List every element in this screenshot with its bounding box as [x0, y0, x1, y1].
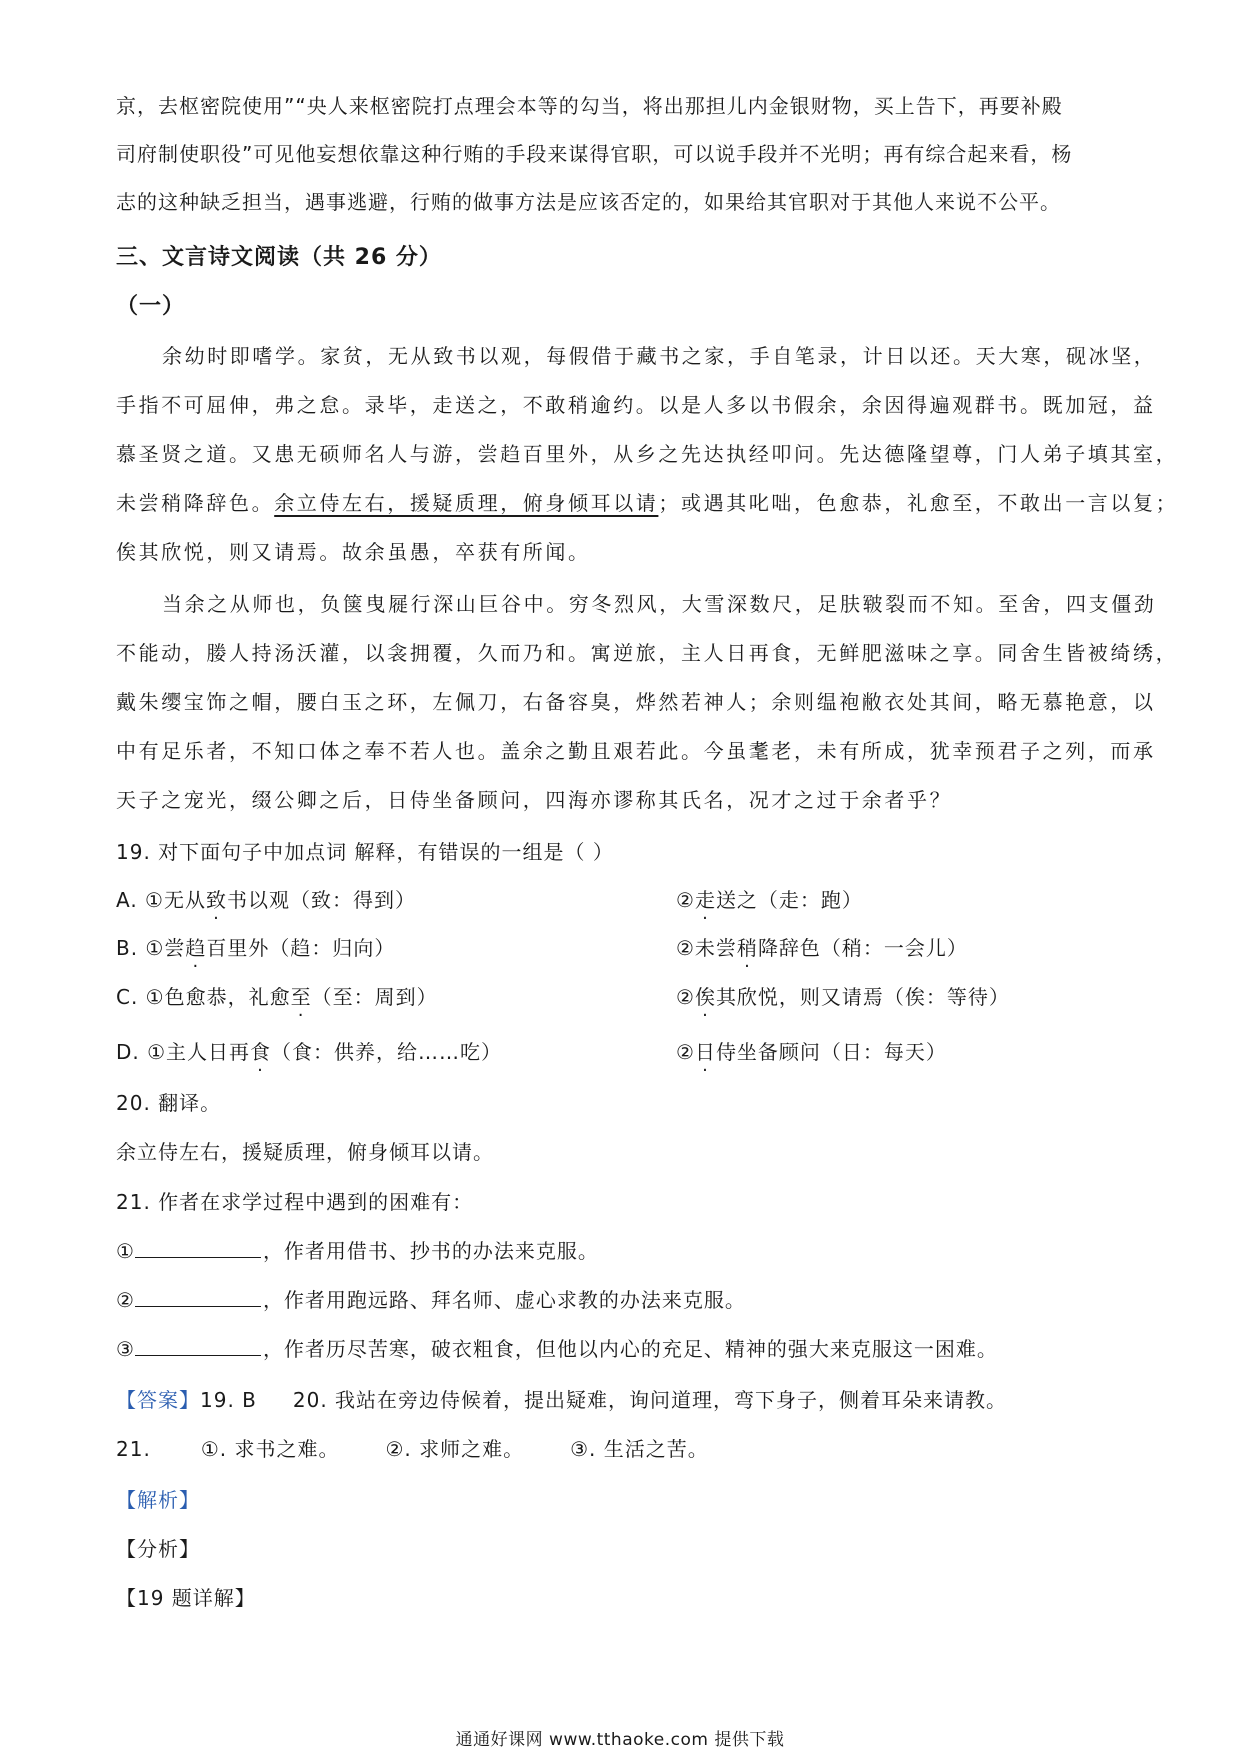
- option-text: ②: [676, 888, 695, 912]
- fenxi-tag: 【分析】: [116, 1537, 200, 1561]
- option-text: （食：供养，给……吃）: [271, 1040, 503, 1064]
- option-text: 降辞色（稍：一会儿）: [757, 936, 968, 960]
- analysis-tag: 【解析】: [116, 1488, 200, 1512]
- dotted-word: 走: [694, 888, 716, 912]
- passage-line: 慕圣贤之道。又患无硕师名人与游，尝趋百里外，从乡之先达执经叩问。先达德隆望尊，门人弟子填其室，: [116, 442, 1179, 466]
- passage-line: 俟其欣悦，则又请焉。故余虽愚，卒获有所闻。: [116, 540, 591, 564]
- answer-20: 20. 我站在旁边侍候着，提出疑难，询问道理，弯下身子，侧着耳朵来请教。: [292, 1388, 1008, 1412]
- passage-line: 中有足乐者，不知口体之奉不若人也。盖余之勤且艰若此。今虽耄老，未有所成，犹幸预君子之列，而承: [116, 739, 1156, 763]
- answer-blank[interactable]: [135, 1288, 261, 1307]
- option-b-2: [676, 934, 968, 962]
- option-b: [116, 934, 1126, 962]
- option-c: [116, 983, 1126, 1011]
- answer-blank[interactable]: [135, 1337, 261, 1356]
- passage-line: 戴朱缨宝饰之帽，腰白玉之环，左佩刀，右备容臭，烨然若神人；余则缊袍敝衣处其间，略无慕艳意，以: [116, 690, 1156, 714]
- option-text: A. ①无从: [116, 888, 206, 912]
- option-text: （至：周到）: [311, 985, 438, 1009]
- option-text: C. ①色愈恭，礼愈: [116, 985, 291, 1009]
- option-a: [116, 886, 1126, 914]
- option-text: B. ①尝: [116, 936, 186, 960]
- question-19-stem: 19. 对下面句子中加点词 解释，有错误的一组是（ ）: [116, 840, 614, 864]
- question-20-stem: 20. 翻译。: [116, 1091, 222, 1115]
- option-text: 书以观（致：得到）: [226, 888, 416, 912]
- passage-line: 手指不可屈伸，弗之怠。录毕，走送之，不敢稍逾约。以是人多以书假余，余因得遍观群书。既加冠，益: [116, 393, 1156, 417]
- question-21-item: [116, 1335, 1126, 1363]
- question-21-item: [116, 1286, 1126, 1314]
- passage-line: 不能动，媵人持汤沃灌，以衾拥覆，久而乃和。寓逆旅，主人日再食，无鲜肥滋味之享。同舍生皆被绮绣，: [116, 641, 1179, 665]
- answer-21-item: ②. 求师之难。: [385, 1437, 525, 1461]
- item-text: ，作者用跑远路、拜名师、虚心求教的办法来克服。: [262, 1288, 746, 1312]
- dotted-word: 食: [250, 1040, 272, 1064]
- body-line: 司府制使职役”可见他妄想依靠这种行贿的手段来谋得官职，可以说手段并不光明；再有综合起来看，杨: [116, 142, 1073, 166]
- section-title: 三、文言诗文阅读（共 26 分）: [116, 245, 442, 270]
- answer-21-item: ①. 求书之难。: [200, 1437, 340, 1461]
- answer-19: 19. B: [200, 1388, 257, 1412]
- footer-text: 通通好课网 www.tthaoke.com 提供下载: [455, 1730, 785, 1750]
- option-text: 侍坐备顾问（日：每天）: [715, 1040, 947, 1064]
- option-text: 百里外（趋：归向）: [206, 936, 396, 960]
- passage-line: 天子之宠光，缀公卿之后，日侍坐备顾问，四海亦谬称其氏名，况才之过于余者乎？: [116, 788, 953, 812]
- option-a-2: [676, 886, 863, 914]
- q19-detail-tag: 【19 题详解】: [116, 1586, 256, 1610]
- answer-line: [116, 1386, 1126, 1414]
- option-d-2: [676, 1038, 947, 1066]
- body-line: 志的这种缺乏担当，遇事逃避，行贿的做事方法是应该否定的，如果给其官职对于其他人来说不公平。: [116, 190, 1061, 214]
- answer-21-label: 21.: [116, 1437, 151, 1461]
- item-number: ③: [116, 1337, 135, 1361]
- passage-line: 当余之从师也，负箧曳屣行深山巨谷中。穷冬烈风，大雪深数尺，足肤皲裂而不知。至舍，四支僵劲: [162, 592, 1157, 616]
- item-number: ①: [116, 1239, 135, 1263]
- item-number: ②: [116, 1288, 135, 1312]
- option-text: 其欣悦，则又请焉（俟：等待）: [715, 985, 1010, 1009]
- passage-line: 余幼时即嗜学。家贫，无从致书以观，每假借于藏书之家，手自笔录，计日以还。天大寒，砚冰坚，: [162, 344, 1157, 368]
- dotted-word: 稍: [736, 936, 758, 960]
- answer-21-line: [116, 1435, 1126, 1463]
- option-text: ②: [676, 1040, 695, 1064]
- passage-text: ；或遇其叱咄，色愈恭，礼愈至，不敢出一言以复；: [658, 491, 1179, 515]
- question-21-item: [116, 1237, 1126, 1265]
- passage-text: 未尝稍降辞色。: [116, 491, 275, 515]
- dotted-word: 日: [694, 1040, 716, 1064]
- dotted-word: 俟: [694, 985, 716, 1009]
- sub-title: （一）: [116, 294, 186, 319]
- question-20-text: 余立侍左右，援疑质理，俯身倾耳以请。: [116, 1140, 494, 1164]
- answer-tag: 【答案】: [116, 1388, 200, 1412]
- answer-blank[interactable]: [135, 1239, 261, 1258]
- underlined-sentence: 余立侍左右，援疑质理，俯身倾耳以请: [274, 491, 659, 515]
- option-text: D. ①主人日再: [116, 1040, 251, 1064]
- option-text: ②: [676, 985, 695, 1009]
- item-text: ，作者用借书、抄书的办法来克服。: [262, 1239, 599, 1263]
- option-c-2: [676, 983, 1010, 1011]
- item-text: ，作者历尽苦寒，破衣粗食，但他以内心的充足、精神的强大来克服这一困难。: [262, 1337, 998, 1361]
- body-line: 京，去枢密院使用”“央人来枢密院打点理会本等的勾当，将出那担儿内金银财物，买上告下，再要补殿: [116, 94, 1063, 118]
- option-d: [116, 1038, 1126, 1066]
- option-text: 送之（走：跑）: [715, 888, 863, 912]
- dotted-word: 趋: [185, 936, 207, 960]
- passage-line: [116, 489, 1179, 517]
- answer-21-item: ③. 生活之苦。: [570, 1437, 709, 1461]
- dotted-word: 致: [205, 888, 227, 912]
- question-21-stem: 21. 作者在求学过程中遇到的困难有：: [116, 1190, 474, 1214]
- option-text: ②未尝: [676, 936, 737, 960]
- dotted-word: 至: [290, 985, 312, 1009]
